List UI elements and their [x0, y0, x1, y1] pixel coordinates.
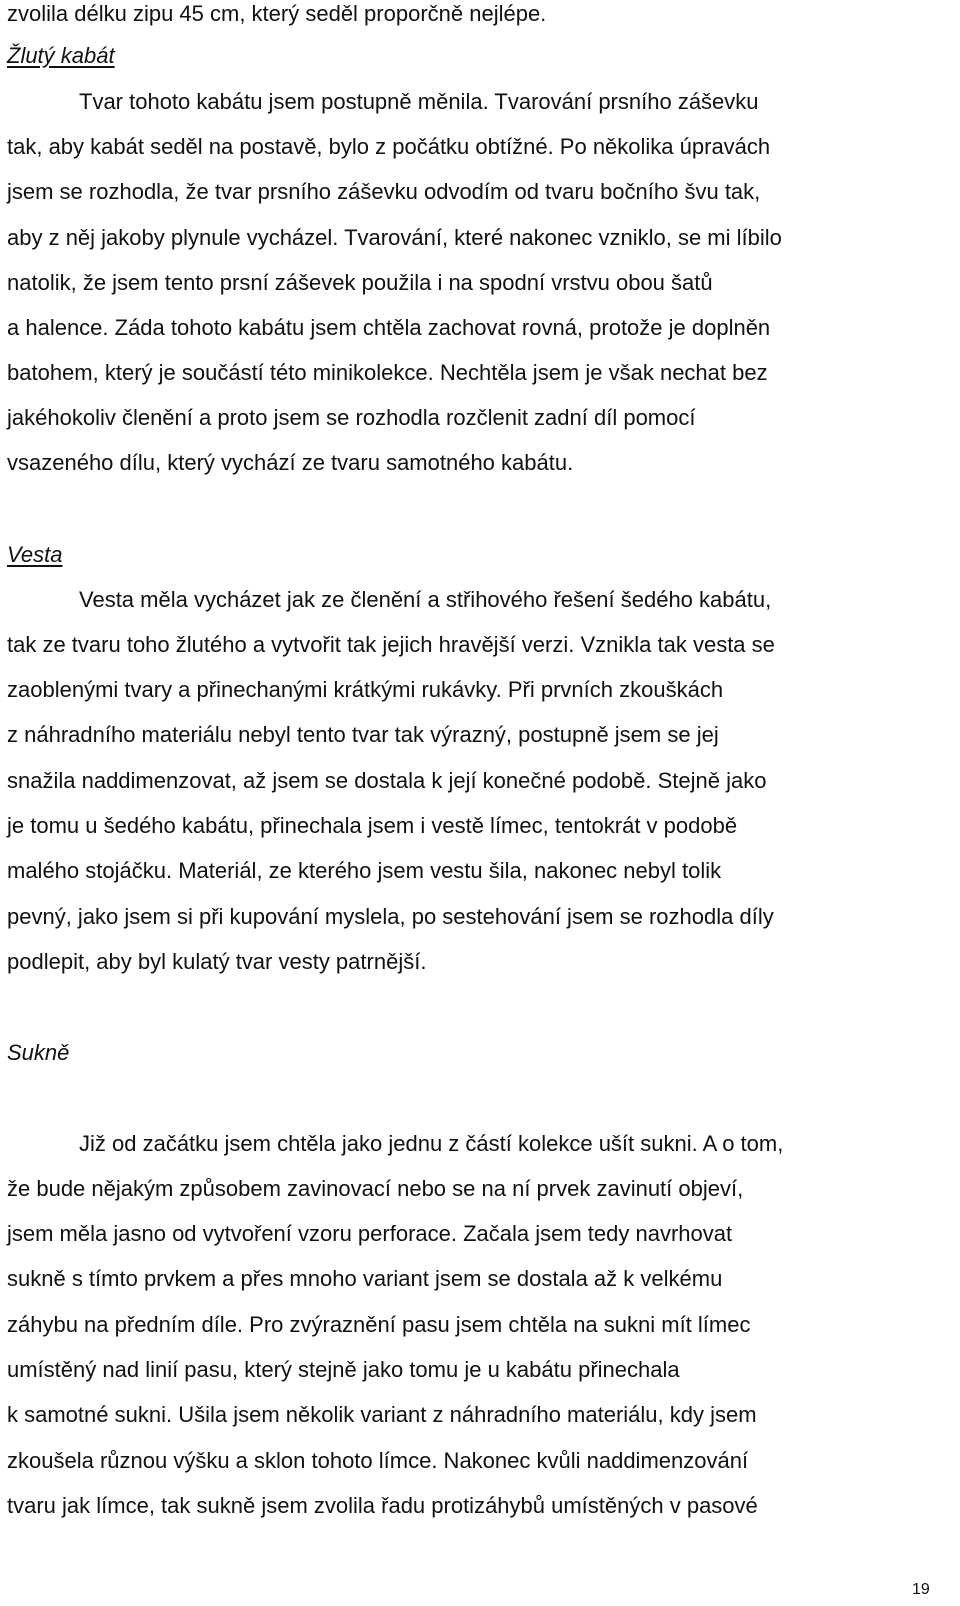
text-line: tak, aby kabát seděl na postavě, bylo z počátku obtížné. Po několika úpravách: [7, 134, 771, 159]
text-line: pevný, jako jsem si při kupování myslela, po sestehování jsem se rozhodla díly: [7, 904, 774, 929]
text-line: záhybu na předním díle. Pro zvýraznění pasu jsem chtěla na sukni mít límec: [7, 1312, 751, 1337]
section-heading-vest: Vesta: [7, 542, 63, 567]
section-heading-skirt: Sukně: [7, 1040, 70, 1065]
text-line: je tomu u šedého kabátu, přinechala jsem i vestě límec, tentokrát v podobě: [7, 813, 738, 838]
paragraph-first-line: Již od začátku jsem chtěla jako jednu z částí kolekce ušít sukni. A o tom,: [79, 1131, 784, 1156]
text-line: a halence. Záda tohoto kabátu jsem chtěla zachovat rovná, protože je doplněn: [7, 315, 771, 340]
text-line: tak ze tvaru toho žlutého a vytvořit tak jejich hravější verzi. Vznikla tak vesta se: [7, 632, 775, 657]
text-line: že bude nějakým způsobem zavinovací nebo se na ní prvek zavinutí objeví,: [7, 1176, 744, 1201]
section-heading-yellow-coat: Žlutý kabát: [7, 43, 115, 68]
text-line: umístěný nad linií pasu, který stejně jako tomu je u kabátu přinechala: [7, 1357, 680, 1382]
text-line: sukně s tímto prvkem a přes mnoho variant jsem se dostala až k velkému: [7, 1266, 723, 1291]
text-line: zvolila délku zipu 45 cm, který seděl proporčně nejlépe.: [7, 1, 547, 26]
text-line: natolik, že jsem tento prsní záševek použila i na spodní vrstvu obou šatů: [7, 270, 713, 295]
text-line: batohem, který je součástí této minikolekce. Nechtěla jsem je však nechat bez: [7, 360, 768, 385]
text-line: podlepit, aby byl kulatý tvar vesty patrnější.: [7, 949, 427, 974]
text-line: jsem měla jasno od vytvoření vzoru perforace. Začala jsem tedy navrhovat: [7, 1221, 733, 1246]
text-line: jsem se rozhodla, že tvar prsního záševku odvodím od tvaru bočního švu tak,: [7, 179, 761, 204]
text-line: k samotné sukni. Ušila jsem několik variant z náhradního materiálu, kdy jsem: [7, 1402, 757, 1427]
page-number: 19: [912, 1581, 930, 1598]
text-line: vsazeného dílu, který vychází ze tvaru samotného kabátu.: [7, 450, 574, 475]
text-line: zkoušela různou výšku a sklon tohoto límce. Nakonec kvůli naddimenzování: [7, 1448, 749, 1473]
text-line: z náhradního materiálu nebyl tento tvar tak výrazný, postupně jsem se jej: [7, 722, 719, 747]
text-line: jakéhokoliv členění a proto jsem se rozhodla rozčlenit zadní díl pomocí: [7, 405, 696, 430]
paragraph-first-line: Tvar tohoto kabátu jsem postupně měnila. Tvarování prsního záševku: [79, 89, 759, 114]
text-line: snažila naddimenzovat, až jsem se dostala k její konečné podobě. Stejně jako: [7, 768, 767, 793]
paragraph-first-line: Vesta měla vycházet jak ze členění a střihového řešení šedého kabátu,: [79, 587, 772, 612]
text-line: aby z něj jakoby plynule vycházel. Tvarování, které nakonec vzniklo, se mi líbilo: [7, 225, 782, 250]
text-line: tvaru jak límce, tak sukně jsem zvolila řadu protizáhybů umístěných v pasové: [7, 1493, 758, 1518]
text-line: zaoblenými tvary a přinechanými krátkými rukávky. Při prvních zkouškách: [7, 677, 724, 702]
text-line: malého stojáčku. Materiál, ze kterého jsem vestu šila, nakonec nebyl tolik: [7, 858, 722, 883]
